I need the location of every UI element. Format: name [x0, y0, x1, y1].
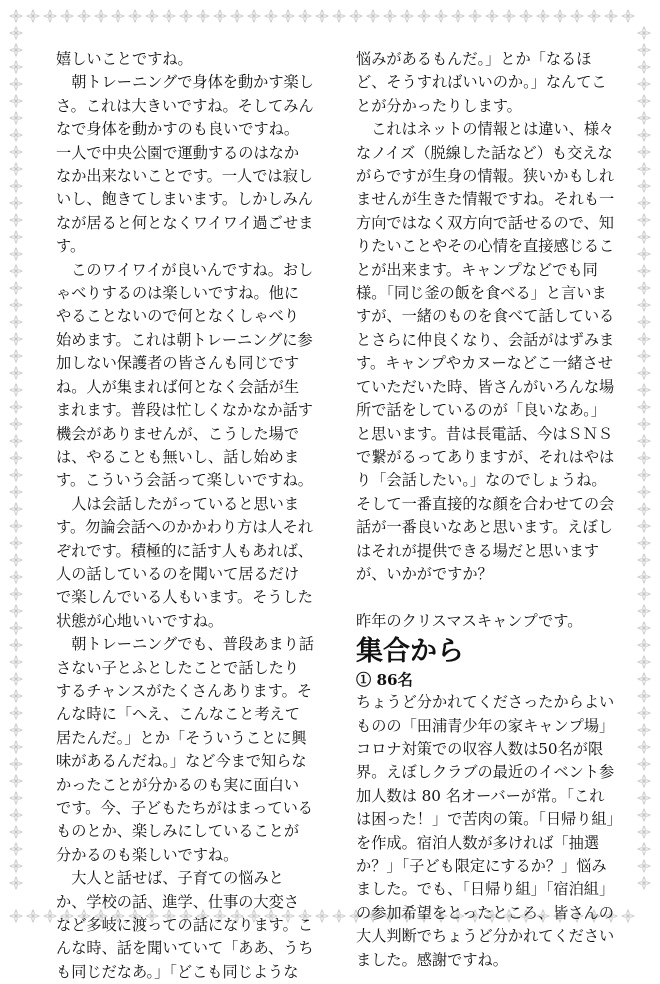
border-ornament-icon [10, 843, 22, 855]
border-ornament-icon [638, 401, 650, 413]
border-ornament-icon [638, 197, 650, 209]
border-ornament-icon [10, 435, 22, 447]
border-ornament-icon [10, 316, 22, 328]
border-ornament-icon [638, 146, 650, 158]
border-ornament-icon [10, 860, 22, 872]
border-ornament-icon [622, 910, 634, 922]
border-ornament-icon [10, 554, 22, 566]
border-ornament-icon [10, 27, 22, 39]
spacer [356, 586, 618, 609]
border-ornament-icon [638, 741, 650, 753]
border-ornament-icon [638, 826, 650, 838]
border-ornament-icon [503, 10, 515, 22]
paragraph: 嬉しいことですね。 [56, 50, 193, 68]
border-ornament-icon [571, 10, 583, 22]
border-ornament-icon [638, 129, 650, 141]
border-ornament-icon [10, 401, 22, 413]
border-ornament-icon [10, 605, 22, 617]
paragraph: 朝トレーニングで身体を動かす楽しさ。これは大きいですね。そしてみんなで身体を動かすのも良いですね。一人で中央公園で運動するのはなかなか出来ないことです。一人では寂しいし、飽きてしまいます。しかしみんなが居ると何となくワイワイ過ごせます。 [56, 73, 314, 256]
border-ornament-icon [638, 758, 650, 770]
border-ornament-icon [333, 910, 345, 922]
border-ornament-icon [10, 690, 22, 702]
border-ornament-icon [10, 486, 22, 498]
border-ornament-icon [10, 367, 22, 379]
paragraph: 朝トレーニングでも、普段あまり話さない子とふとしたことで話したりするチャンスがたくさんあります。そんな時に「へえ、こんなこと考えて居たんだ。」とか「そういうことに興味があるんだね。」など今まで知らなかったことが分かるのも実に面白いです。今、子どもたちがはまっているものとか、楽しみにしていることが分かるのも楽しいですね。 [56, 635, 314, 864]
border-ornament-icon [622, 10, 634, 22]
border-ornament-icon [638, 588, 650, 600]
border-ornament-icon [10, 826, 22, 838]
border-ornament-icon [10, 231, 22, 243]
border-ornament-icon [638, 639, 650, 651]
paragraph: ちょうど分かれてくださったからよいものの「田浦青少年の家キャンプ場」コロナ対策での収容人数は50名が限界。えぼしクラブの最近のイベント参加人数は 80 名オーバーが常。「これは困った！」で苦肉の策。「日帰り組」を作成。宿泊人数が多ければ「抽選か？」「子ども限定にするか？」悩みました。でも、「日帰り組」「宿泊組」の参加希望をとったところ、皆さんの大人判断でちょうど分かれてくださいました。感謝ですね。 [356, 693, 615, 969]
border-ornament-icon [44, 910, 56, 922]
border-ornament-icon [10, 809, 22, 821]
border-ornament-icon [638, 877, 650, 889]
border-ornament-icon [10, 384, 22, 396]
border-ornament-icon [638, 503, 650, 515]
border-ornament-icon [10, 282, 22, 294]
border-ornament-icon [10, 741, 22, 753]
border-ornament-icon [10, 299, 22, 311]
border-ornament-icon [638, 520, 650, 532]
border-ornament-icon [10, 129, 22, 141]
border-ornament-icon [418, 10, 430, 22]
border-ornament-icon [638, 435, 650, 447]
border-ornament-icon [452, 10, 464, 22]
border-ornament-icon [10, 248, 22, 260]
border-ornament-icon [10, 503, 22, 515]
border-ornament-icon [10, 163, 22, 175]
border-ornament-icon [638, 605, 650, 617]
border-ornament-icon [638, 367, 650, 379]
border-ornament-icon [537, 10, 549, 22]
border-ornament-icon [10, 180, 22, 192]
border-ornament-icon [248, 10, 260, 22]
border-ornament-icon [638, 860, 650, 872]
border-ornament-icon [163, 10, 175, 22]
border-ornament-icon [10, 61, 22, 73]
border-ornament-icon [10, 10, 22, 22]
border-ornament-icon [146, 10, 158, 22]
border-ornament-icon [638, 418, 650, 430]
border-ornament-icon [638, 231, 650, 243]
border-ornament-icon [299, 10, 311, 22]
border-ornament-icon [638, 724, 650, 736]
border-ornament-icon [10, 877, 22, 889]
border-ornament-icon [10, 571, 22, 583]
border-ornament-icon [638, 316, 650, 328]
border-ornament-icon [214, 10, 226, 22]
border-ornament-icon [10, 758, 22, 770]
border-ornament-icon [638, 61, 650, 73]
border-ornament-icon [10, 350, 22, 362]
border-ornament-icon [638, 452, 650, 464]
section-heading: 集合から [356, 636, 464, 668]
border-ornament-icon [638, 350, 650, 362]
border-ornament-icon [605, 10, 617, 22]
paragraph: これはネットの情報とは違い、様々なノイズ（脱線した話など）も交えながらですが生身の情報。狭いかもしれませんが生きた情報ですね。それも一方向ではなく双方向で話せるので、知りたいことやその心情を直接感じることが出来ます。キャンプなどでも同様。「同じ釜の飯を食べる」と言いますが、一緒のものを食べて話しているとさらに仲良くなり、会話がはずみます。キャンプやカヌーなどこ一緒させていただいた時、皆さんがいろんな場所で話をしているのが「良いなあ。」と思います。昔は長電話、今はＳＮＳで繋がるってありますが、それはやはり「会話したい。」なのでしょうね。そして一番直接的な顔を合わせての会話が一番良いなあと思います。えぼしはそれが提供できる場だと思いますが、いかがですか？ [356, 120, 615, 583]
border-ornament-icon [78, 10, 90, 22]
border-ornament-icon [638, 673, 650, 685]
border-ornament-icon [10, 469, 22, 481]
border-ornament-icon [638, 214, 650, 226]
border-ornament-icon [112, 10, 124, 22]
border-ornament-icon [61, 10, 73, 22]
border-ornament-icon [10, 910, 22, 922]
border-ornament-icon [333, 10, 345, 22]
border-ornament-icon [10, 707, 22, 719]
border-ornament-icon [10, 724, 22, 736]
border-ornament-icon [10, 588, 22, 600]
border-ornament-icon [10, 792, 22, 804]
border-ornament-icon [638, 112, 650, 124]
border-ornament-icon [367, 10, 379, 22]
border-ornament-icon [435, 10, 447, 22]
border-ornament-icon [197, 10, 209, 22]
border-ornament-icon [180, 10, 192, 22]
border-ornament-icon [638, 333, 650, 345]
border-ornament-icon [520, 10, 532, 22]
border-ornament-icon [265, 10, 277, 22]
paragraph: 大人と話せば、子育ての悩みとか、学校の話、進学、仕事の大変さなど多岐に渡っての話になります。こんな時、話を聞いていて「ああ、うちも同じだなあ。」「どこも同じような [56, 869, 314, 981]
border-ornament-icon [638, 707, 650, 719]
paragraph: 人は会話したがっていると思います。勿論会話へのかかわり方は人それぞれです。積極的に話す人もあれば、人の話しているのを聞いて居るだけで楽しんでいる人もいます。そうした状態が心地いいですね。 [56, 494, 313, 630]
border-ornament-icon [638, 27, 650, 39]
border-ornament-icon [10, 673, 22, 685]
photo-caption: 昨年のクリスマスキャンプです。 [356, 611, 583, 630]
border-ornament-icon [10, 265, 22, 277]
border-ornament-icon [638, 44, 650, 56]
border-ornament-icon [638, 299, 650, 311]
border-ornament-icon [316, 10, 328, 22]
border-ornament-icon [316, 910, 328, 922]
border-ornament-icon [486, 10, 498, 22]
border-ornament-icon [638, 690, 650, 702]
border-ornament-icon [638, 792, 650, 804]
border-ornament-icon [638, 554, 650, 566]
border-ornament-icon [638, 537, 650, 549]
border-ornament-icon [638, 775, 650, 787]
border-ornament-icon [638, 248, 650, 260]
paragraph: このワイワイが良いんですね。おしゃべりするのは楽しいですね。他にやることないので何となくしゃべり始めます。これは朝トレーニングに参加しない保護者の皆さんも同じですね。人が集まれば何となく会話が生まれます。普段は忙しくなかなか話す機会がありませんが、こうした場では、やることも無いし、話し始めます。こういう会話って楽しいですね。 [56, 260, 314, 490]
border-ornament-icon [231, 10, 243, 22]
border-ornament-icon [10, 112, 22, 124]
border-ornament-icon [638, 265, 650, 277]
border-ornament-icon [10, 95, 22, 107]
paragraph: 悩みがあるもんだ。」とか「なるほど、そうすればいいのか。」なんてことが分かったりします。 [356, 50, 607, 115]
border-ornament-icon [282, 10, 294, 22]
border-ornament-icon [10, 197, 22, 209]
border-ornament-icon [638, 656, 650, 668]
border-ornament-icon [10, 452, 22, 464]
border-ornament-icon [384, 10, 396, 22]
border-ornament-icon [10, 214, 22, 226]
border-ornament-icon [638, 78, 650, 90]
border-ornament-icon [469, 10, 481, 22]
border-ornament-icon [10, 775, 22, 787]
border-ornament-icon [638, 843, 650, 855]
border-ornament-icon [638, 282, 650, 294]
border-ornament-icon [95, 10, 107, 22]
right-text-column [356, 48, 618, 972]
border-ornament-icon [10, 146, 22, 158]
border-ornament-icon [638, 384, 650, 396]
border-ornament-icon [10, 537, 22, 549]
border-ornament-icon [638, 180, 650, 192]
border-ornament-icon [638, 163, 650, 175]
border-ornament-icon [638, 95, 650, 107]
border-ornament-icon [10, 656, 22, 668]
border-ornament-icon [27, 10, 39, 22]
border-ornament-icon [10, 520, 22, 532]
border-ornament-icon [10, 333, 22, 345]
border-ornament-icon [401, 10, 413, 22]
left-text-column [56, 48, 314, 984]
border-ornament-icon [10, 639, 22, 651]
border-ornament-icon [350, 10, 362, 22]
border-ornament-icon [638, 469, 650, 481]
border-ornament-icon [129, 10, 141, 22]
sub-heading: ① 86名 [356, 671, 413, 690]
border-ornament-icon [638, 809, 650, 821]
border-ornament-icon [638, 622, 650, 634]
border-ornament-icon [10, 622, 22, 634]
border-ornament-icon [638, 571, 650, 583]
border-ornament-icon [554, 10, 566, 22]
border-ornament-icon [588, 10, 600, 22]
border-ornament-icon [44, 10, 56, 22]
border-ornament-icon [10, 418, 22, 430]
border-ornament-icon [638, 486, 650, 498]
border-ornament-icon [10, 78, 22, 90]
border-ornament-icon [10, 44, 22, 56]
border-ornament-icon [27, 910, 39, 922]
